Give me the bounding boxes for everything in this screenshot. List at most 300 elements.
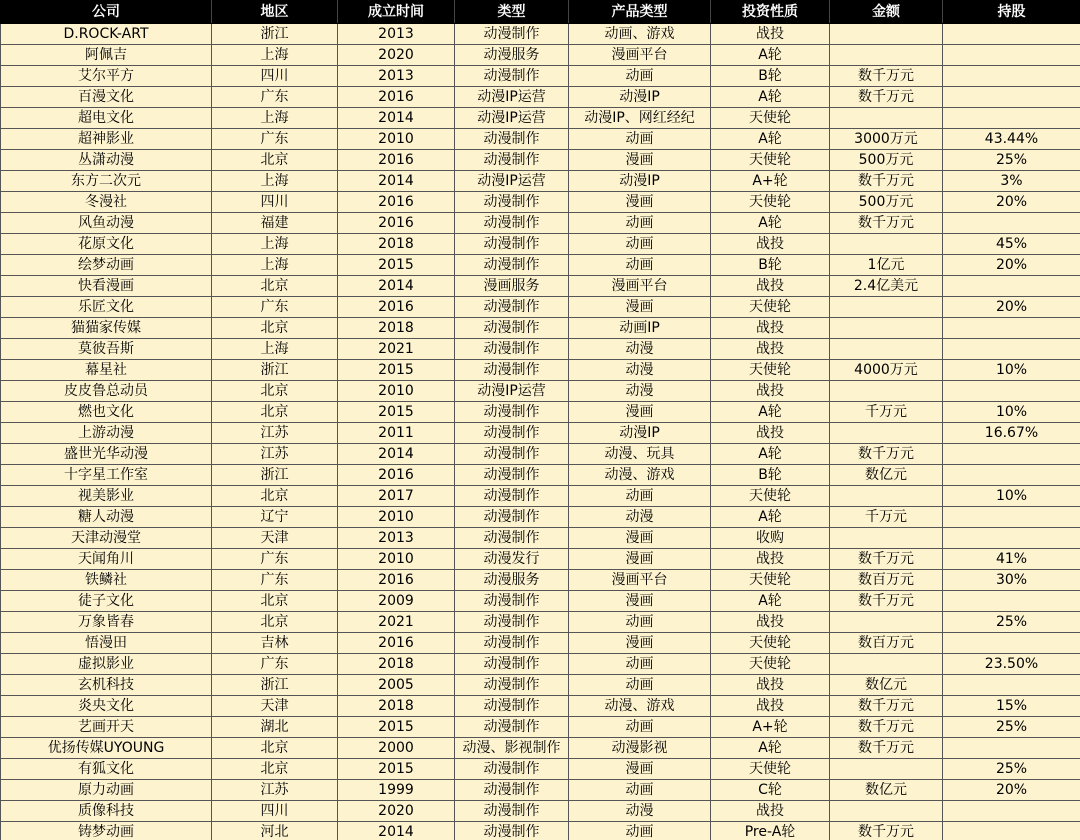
product-type-cell: 漫画 <box>569 759 711 780</box>
product-type-cell: 动画 <box>569 612 711 633</box>
type-cell: 动漫制作 <box>455 801 569 822</box>
investment-nature-cell: 天使轮 <box>711 150 830 171</box>
company-cell: 上游动漫 <box>1 423 212 444</box>
founded-cell: 2016 <box>338 297 455 318</box>
region-cell: 辽宁 <box>212 507 338 528</box>
product-type-cell: 动漫 <box>569 801 711 822</box>
amount-cell: 数亿元 <box>830 675 943 696</box>
table-row <box>1 171 1080 192</box>
company-cell: 风鱼动漫 <box>1 213 212 234</box>
company-cell: 玄机科技 <box>1 675 212 696</box>
founded-cell: 2010 <box>338 129 455 150</box>
company-cell: D.ROCK-ART <box>1 24 212 45</box>
amount-cell: 千万元 <box>830 507 943 528</box>
type-cell: 动漫制作 <box>455 402 569 423</box>
investment-nature-cell: B轮 <box>711 465 830 486</box>
table-row <box>1 108 1080 129</box>
company-cell: 百漫文化 <box>1 87 212 108</box>
amount-cell <box>830 297 943 318</box>
product-type-cell: 动画 <box>569 675 711 696</box>
investment-nature-cell: 天使轮 <box>711 297 830 318</box>
company-cell: 花原文化 <box>1 234 212 255</box>
company-cell: 冬漫社 <box>1 192 212 213</box>
stake-cell <box>943 507 1080 528</box>
investment-nature-cell: 战投 <box>711 276 830 297</box>
region-cell: 北京 <box>212 612 338 633</box>
type-cell: 动漫制作 <box>455 66 569 87</box>
founded-cell: 2014 <box>338 276 455 297</box>
founded-cell: 2016 <box>338 633 455 654</box>
investment-nature-cell: 战投 <box>711 381 830 402</box>
stake-cell: 23.50% <box>943 654 1080 675</box>
stake-cell <box>943 675 1080 696</box>
region-cell: 上海 <box>212 339 338 360</box>
region-cell: 上海 <box>212 108 338 129</box>
table-row <box>1 549 1080 570</box>
company-cell: 艾尔平方 <box>1 66 212 87</box>
table-row <box>1 234 1080 255</box>
region-cell: 浙江 <box>212 360 338 381</box>
founded-cell: 2009 <box>338 591 455 612</box>
amount-cell <box>830 528 943 549</box>
stake-cell: 10% <box>943 486 1080 507</box>
type-cell: 动漫服务 <box>455 570 569 591</box>
region-cell: 北京 <box>212 150 338 171</box>
type-cell: 动漫制作 <box>455 591 569 612</box>
investment-nature-cell: Pre-A轮 <box>711 822 830 840</box>
founded-cell: 2015 <box>338 759 455 780</box>
table-row <box>1 444 1080 465</box>
region-cell: 北京 <box>212 381 338 402</box>
investment-nature-cell: 战投 <box>711 339 830 360</box>
product-type-cell: 漫画平台 <box>569 45 711 66</box>
investment-nature-cell: 战投 <box>711 234 830 255</box>
stake-cell: 45% <box>943 234 1080 255</box>
type-header: 类型 <box>455 1 569 24</box>
stake-cell: 20% <box>943 297 1080 318</box>
type-cell: 动漫制作 <box>455 675 569 696</box>
company-cell: 绘梦动画 <box>1 255 212 276</box>
company-cell: 炎央文化 <box>1 696 212 717</box>
stake-cell: 25% <box>943 759 1080 780</box>
product-type-cell: 动画 <box>569 66 711 87</box>
founded-cell: 2016 <box>338 213 455 234</box>
type-cell: 动漫制作 <box>455 150 569 171</box>
stake-cell <box>943 528 1080 549</box>
region-cell: 福建 <box>212 213 338 234</box>
product-type-cell: 漫画 <box>569 297 711 318</box>
table-row <box>1 423 1080 444</box>
product-type-cell: 动漫IP <box>569 423 711 444</box>
type-cell: 动漫制作 <box>455 213 569 234</box>
founded-cell: 2016 <box>338 192 455 213</box>
company-cell: 有狐文化 <box>1 759 212 780</box>
region-cell: 上海 <box>212 171 338 192</box>
investment-nature-cell: 天使轮 <box>711 570 830 591</box>
stake-cell <box>943 633 1080 654</box>
stake-cell: 10% <box>943 360 1080 381</box>
product-type-cell: 动画 <box>569 129 711 150</box>
founded-cell: 2011 <box>338 423 455 444</box>
region-cell: 北京 <box>212 276 338 297</box>
table-row <box>1 381 1080 402</box>
amount-cell <box>830 318 943 339</box>
product-type-cell: 动画 <box>569 213 711 234</box>
type-cell: 动漫制作 <box>455 24 569 45</box>
investment-nature-header: 投资性质 <box>711 1 830 24</box>
stake-cell: 30% <box>943 570 1080 591</box>
company-cell: 超神影业 <box>1 129 212 150</box>
investment-nature-cell: C轮 <box>711 780 830 801</box>
amount-cell: 数千万元 <box>830 591 943 612</box>
founded-cell: 2016 <box>338 570 455 591</box>
stake-cell <box>943 381 1080 402</box>
table-row <box>1 360 1080 381</box>
company-cell: 优扬传媒UYOUNG <box>1 738 212 759</box>
type-cell: 动漫制作 <box>455 612 569 633</box>
amount-cell <box>830 486 943 507</box>
product-type-cell: 漫画 <box>569 402 711 423</box>
company-cell: 东方二次元 <box>1 171 212 192</box>
amount-cell: 数百万元 <box>830 633 943 654</box>
investment-nature-cell: 战投 <box>711 423 830 444</box>
region-cell: 广东 <box>212 129 338 150</box>
founded-cell: 2014 <box>338 108 455 129</box>
investment-nature-cell: 战投 <box>711 24 830 45</box>
product-type-cell: 动漫 <box>569 507 711 528</box>
region-cell: 四川 <box>212 192 338 213</box>
stake-cell <box>943 801 1080 822</box>
investment-nature-cell: A轮 <box>711 87 830 108</box>
type-cell: 动漫IP运营 <box>455 108 569 129</box>
region-cell: 广东 <box>212 297 338 318</box>
stake-cell: 20% <box>943 192 1080 213</box>
table-row <box>1 255 1080 276</box>
type-cell: 动漫制作 <box>455 633 569 654</box>
company-cell: 原力动画 <box>1 780 212 801</box>
founded-cell: 2021 <box>338 612 455 633</box>
region-cell: 四川 <box>212 66 338 87</box>
product-type-cell: 漫画平台 <box>569 570 711 591</box>
investment-nature-cell: 天使轮 <box>711 360 830 381</box>
stake-cell: 43.44% <box>943 129 1080 150</box>
company-cell: 莫彼吾斯 <box>1 339 212 360</box>
amount-header: 金额 <box>830 1 943 24</box>
region-cell: 浙江 <box>212 465 338 486</box>
product-type-cell: 漫画平台 <box>569 276 711 297</box>
amount-cell: 4000万元 <box>830 360 943 381</box>
stake-cell <box>943 465 1080 486</box>
region-cell: 浙江 <box>212 24 338 45</box>
stake-cell <box>943 339 1080 360</box>
stake-cell <box>943 591 1080 612</box>
founded-cell: 2017 <box>338 486 455 507</box>
amount-cell: 数百万元 <box>830 570 943 591</box>
amount-cell: 数千万元 <box>830 87 943 108</box>
stake-cell <box>943 24 1080 45</box>
amount-cell: 数千万元 <box>830 738 943 759</box>
amount-cell <box>830 759 943 780</box>
product-type-cell: 动画 <box>569 234 711 255</box>
company-cell: 质像科技 <box>1 801 212 822</box>
product-type-cell: 动漫IP、网红经纪 <box>569 108 711 129</box>
table-row <box>1 318 1080 339</box>
amount-cell: 数千万元 <box>830 696 943 717</box>
region-cell: 天津 <box>212 696 338 717</box>
founded-cell: 2020 <box>338 45 455 66</box>
amount-cell: 1亿元 <box>830 255 943 276</box>
region-cell: 浙江 <box>212 675 338 696</box>
amount-cell: 500万元 <box>830 150 943 171</box>
stake-cell: 20% <box>943 780 1080 801</box>
company-cell: 徒子文化 <box>1 591 212 612</box>
product-type-cell: 动画 <box>569 780 711 801</box>
amount-cell <box>830 234 943 255</box>
stake-cell <box>943 318 1080 339</box>
founded-cell: 2018 <box>338 696 455 717</box>
founded-cell: 2014 <box>338 822 455 840</box>
investment-nature-cell: B轮 <box>711 66 830 87</box>
region-cell: 四川 <box>212 801 338 822</box>
stake-cell: 15% <box>943 696 1080 717</box>
stake-cell <box>943 45 1080 66</box>
table-row <box>1 612 1080 633</box>
type-cell: 动漫制作 <box>455 360 569 381</box>
region-cell: 上海 <box>212 45 338 66</box>
founded-cell: 2018 <box>338 318 455 339</box>
company-cell: 艺画开天 <box>1 717 212 738</box>
type-cell: 动漫制作 <box>455 759 569 780</box>
region-cell: 天津 <box>212 528 338 549</box>
investment-nature-cell: A轮 <box>711 591 830 612</box>
type-cell: 动漫制作 <box>455 423 569 444</box>
company-cell: 幕星社 <box>1 360 212 381</box>
company-cell: 乐匠文化 <box>1 297 212 318</box>
table-row <box>1 465 1080 486</box>
table-row <box>1 66 1080 87</box>
founded-cell: 2000 <box>338 738 455 759</box>
amount-cell: 数亿元 <box>830 465 943 486</box>
product-type-cell: 动画 <box>569 717 711 738</box>
product-type-cell: 动画 <box>569 654 711 675</box>
investment-nature-cell: 天使轮 <box>711 633 830 654</box>
region-cell: 上海 <box>212 255 338 276</box>
amount-cell <box>830 612 943 633</box>
company-cell: 十字星工作室 <box>1 465 212 486</box>
investment-nature-cell: 战投 <box>711 696 830 717</box>
amount-cell: 2.4亿美元 <box>830 276 943 297</box>
region-cell: 广东 <box>212 87 338 108</box>
company-cell: 悟漫田 <box>1 633 212 654</box>
product-type-cell: 漫画 <box>569 528 711 549</box>
company-cell: 虚拟影业 <box>1 654 212 675</box>
amount-cell: 数千万元 <box>830 171 943 192</box>
founded-cell: 2018 <box>338 654 455 675</box>
type-cell: 动漫制作 <box>455 192 569 213</box>
amount-cell: 数亿元 <box>830 780 943 801</box>
founded-cell: 2005 <box>338 675 455 696</box>
type-cell: 动漫制作 <box>455 507 569 528</box>
stake-cell <box>943 822 1080 840</box>
table-row <box>1 24 1080 45</box>
company-cell: 铁鳞社 <box>1 570 212 591</box>
table-row <box>1 87 1080 108</box>
investment-nature-cell: 天使轮 <box>711 486 830 507</box>
amount-cell: 数千万元 <box>830 549 943 570</box>
table-body <box>1 24 1080 840</box>
type-cell: 漫画服务 <box>455 276 569 297</box>
product-type-cell: 动漫 <box>569 339 711 360</box>
product-type-cell: 动画、游戏 <box>569 24 711 45</box>
table-row <box>1 129 1080 150</box>
company-cell: 超电文化 <box>1 108 212 129</box>
product-type-cell: 动漫、游戏 <box>569 696 711 717</box>
amount-cell <box>830 381 943 402</box>
type-cell: 动漫制作 <box>455 234 569 255</box>
table-row <box>1 633 1080 654</box>
table-row <box>1 591 1080 612</box>
type-cell: 动漫制作 <box>455 255 569 276</box>
company-cell: 燃也文化 <box>1 402 212 423</box>
product-type-cell: 动漫 <box>569 360 711 381</box>
stake-cell <box>943 87 1080 108</box>
investment-nature-cell: 战投 <box>711 675 830 696</box>
investment-nature-cell: 战投 <box>711 612 830 633</box>
region-cell: 江苏 <box>212 444 338 465</box>
investment-nature-cell: 收购 <box>711 528 830 549</box>
founded-cell: 2016 <box>338 150 455 171</box>
region-cell: 上海 <box>212 234 338 255</box>
amount-cell <box>830 339 943 360</box>
investment-nature-cell: A轮 <box>711 738 830 759</box>
founded-cell: 2010 <box>338 549 455 570</box>
table-row <box>1 696 1080 717</box>
company-cell: 天津动漫堂 <box>1 528 212 549</box>
region-cell: 江苏 <box>212 780 338 801</box>
investment-nature-cell: 战投 <box>711 801 830 822</box>
company-cell: 万象皆春 <box>1 612 212 633</box>
company-cell: 丛潇动漫 <box>1 150 212 171</box>
investment-nature-cell: A轮 <box>711 213 830 234</box>
product-type-cell: 漫画 <box>569 192 711 213</box>
type-cell: 动漫制作 <box>455 486 569 507</box>
founded-cell: 2013 <box>338 66 455 87</box>
table-row <box>1 759 1080 780</box>
founded-cell: 2016 <box>338 465 455 486</box>
company-cell: 糖人动漫 <box>1 507 212 528</box>
stake-cell <box>943 738 1080 759</box>
type-cell: 动漫制作 <box>455 339 569 360</box>
region-cell: 北京 <box>212 591 338 612</box>
founded-cell: 2020 <box>338 801 455 822</box>
product-type-cell: 动漫IP <box>569 171 711 192</box>
amount-cell <box>830 24 943 45</box>
stake-cell: 25% <box>943 612 1080 633</box>
table-row <box>1 45 1080 66</box>
amount-cell <box>830 108 943 129</box>
founded-cell: 2014 <box>338 171 455 192</box>
founded-cell: 2013 <box>338 528 455 549</box>
table-row <box>1 213 1080 234</box>
product-type-cell: 动画IP <box>569 318 711 339</box>
founded-header: 成立时间 <box>338 1 455 24</box>
stake-cell <box>943 213 1080 234</box>
founded-cell: 2016 <box>338 87 455 108</box>
investment-nature-cell: 天使轮 <box>711 654 830 675</box>
company-cell: 阿佩吉 <box>1 45 212 66</box>
stake-cell <box>943 444 1080 465</box>
stake-cell: 25% <box>943 150 1080 171</box>
investment-nature-cell: A轮 <box>711 444 830 465</box>
type-cell: 动漫制作 <box>455 780 569 801</box>
investment-nature-cell: B轮 <box>711 255 830 276</box>
investment-nature-cell: A轮 <box>711 45 830 66</box>
founded-cell: 2014 <box>338 444 455 465</box>
product-type-cell: 动漫、玩具 <box>569 444 711 465</box>
amount-cell: 数千万元 <box>830 822 943 840</box>
table-row <box>1 528 1080 549</box>
product-type-cell: 动画 <box>569 486 711 507</box>
region-cell: 北京 <box>212 402 338 423</box>
stake-cell: 10% <box>943 402 1080 423</box>
company-cell: 盛世光华动漫 <box>1 444 212 465</box>
investment-nature-cell: A+轮 <box>711 171 830 192</box>
product-type-cell: 动画 <box>569 255 711 276</box>
stake-cell: 16.67% <box>943 423 1080 444</box>
type-cell: 动漫IP运营 <box>455 171 569 192</box>
amount-cell: 数千万元 <box>830 66 943 87</box>
stake-cell <box>943 108 1080 129</box>
company-cell: 视美影业 <box>1 486 212 507</box>
stake-header: 持股 <box>943 1 1080 24</box>
type-cell: 动漫制作 <box>455 129 569 150</box>
type-cell: 动漫IP运营 <box>455 381 569 402</box>
type-cell: 动漫制作 <box>455 297 569 318</box>
table-row <box>1 717 1080 738</box>
type-cell: 动漫制作 <box>455 318 569 339</box>
region-header: 地区 <box>212 1 338 24</box>
stake-cell: 25% <box>943 717 1080 738</box>
product-type-cell: 动漫 <box>569 381 711 402</box>
company-cell: 皮皮鲁总动员 <box>1 381 212 402</box>
amount-cell <box>830 801 943 822</box>
investment-nature-cell: A轮 <box>711 129 830 150</box>
product-type-cell: 动漫影视 <box>569 738 711 759</box>
product-type-cell: 动漫、游戏 <box>569 465 711 486</box>
product-type-cell: 漫画 <box>569 150 711 171</box>
stake-cell <box>943 276 1080 297</box>
stake-cell <box>943 66 1080 87</box>
type-cell: 动漫制作 <box>455 822 569 840</box>
type-cell: 动漫制作 <box>455 465 569 486</box>
amount-cell: 500万元 <box>830 192 943 213</box>
investment-nature-cell: A+轮 <box>711 717 830 738</box>
table-row <box>1 654 1080 675</box>
region-cell: 广东 <box>212 570 338 591</box>
table-row <box>1 801 1080 822</box>
company-cell: 猫猫家传媒 <box>1 318 212 339</box>
type-cell: 动漫制作 <box>455 654 569 675</box>
company-cell: 天闻角川 <box>1 549 212 570</box>
region-cell: 江苏 <box>212 423 338 444</box>
type-cell: 动漫制作 <box>455 444 569 465</box>
company-header: 公司 <box>1 1 212 24</box>
company-cell: 快看漫画 <box>1 276 212 297</box>
amount-cell: 数千万元 <box>830 444 943 465</box>
table-row <box>1 675 1080 696</box>
table-row <box>1 822 1080 840</box>
table-row <box>1 570 1080 591</box>
